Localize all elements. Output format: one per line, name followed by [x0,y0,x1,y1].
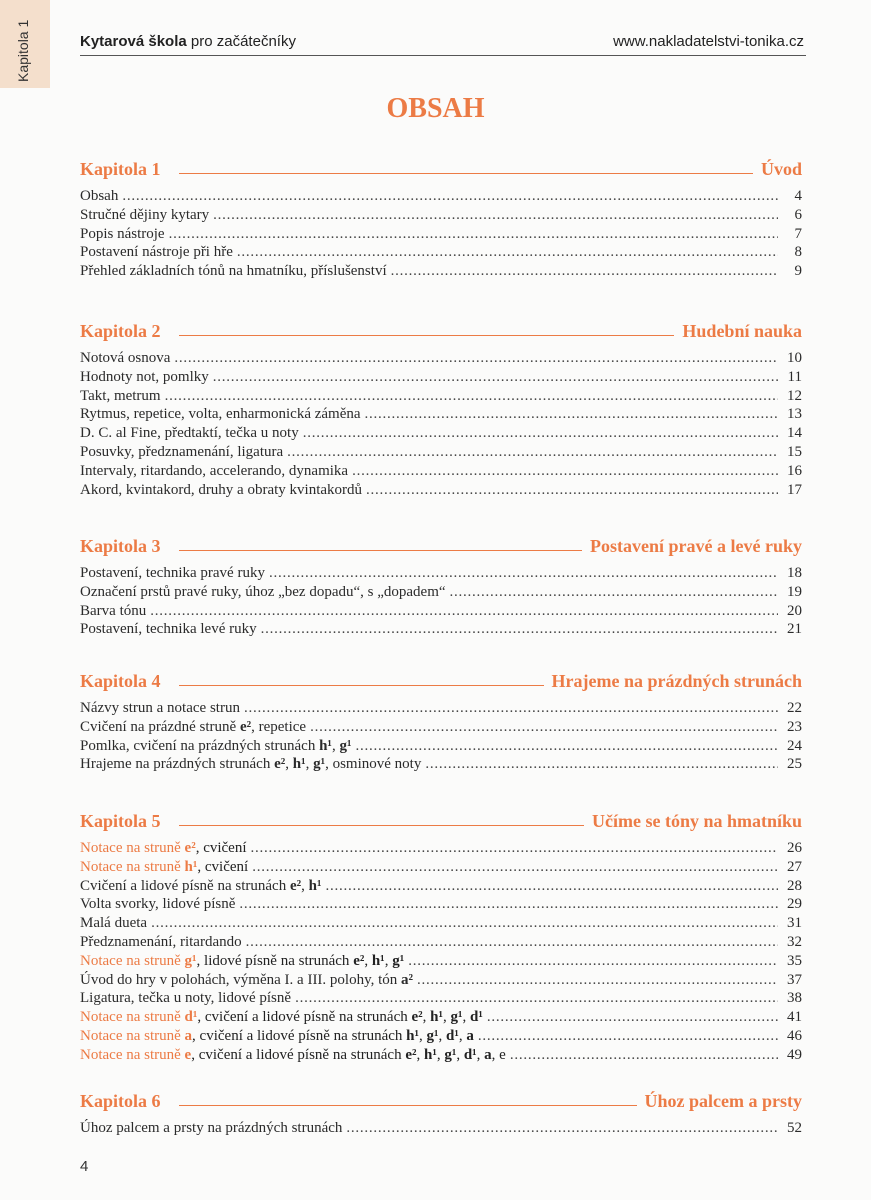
dot-leader [151,914,778,933]
toc-entry-page: 18 [787,565,802,581]
toc-entry[interactable] [80,914,802,933]
chapter-name: Úhoz palcem a prsty [644,1091,802,1111]
toc-entry-title: Notace na struně g¹, lidové písně na strunách e², h¹, g¹ [80,952,405,969]
dot-leader [295,989,778,1008]
dot-leader [310,718,778,737]
toc-entry[interactable] [80,349,802,368]
toc-entry-title: Notace na struně d¹, cvičení a lidové písně na strunách e², h¹, g¹, d¹ [80,1009,483,1026]
chapter-entries [80,699,802,774]
chapter-2 [80,315,802,499]
toc-entry[interactable] [80,1119,802,1138]
toc-entry-page: 26 [787,840,802,856]
page-header [80,33,806,56]
toc-entry[interactable] [80,462,802,481]
dot-leader [246,933,778,952]
chapter-1 [80,153,802,281]
chapter-3 [80,530,802,639]
toc-entry-page: 11 [787,368,802,385]
toc-entry-page: 23 [787,718,802,735]
chapter-label: Kapitola 1 [80,159,161,179]
toc-entry[interactable] [80,620,802,639]
toc-entry-title: Hrajeme na prázdných strunách e², h¹, g¹, osminové noty [80,756,422,773]
toc-entry-title: Úhoz palcem a prsty na prázdných strunách [80,1120,343,1136]
chapter-entries [80,349,802,499]
chapter-label: Kapitola 3 [80,536,161,556]
dot-leader [213,206,778,225]
chapter-name: Učíme se tóny na hmatníku [591,811,802,831]
toc-entry-page: 35 [787,952,802,969]
toc-entry-title: Ligatura, tečka u noty, lidové písně [80,990,292,1007]
toc-entry[interactable] [80,1046,802,1065]
chapter-entries [80,187,802,281]
toc-entry-page: 52 [787,1120,802,1136]
toc-entry[interactable] [80,718,802,737]
chapter-rule [179,825,584,826]
toc-entry-page: 12 [787,387,802,404]
toc-entry[interactable] [80,368,802,387]
chapter-heading [80,315,802,341]
chapter-heading [80,805,802,831]
toc-entry-title: Notace na struně e, cvičení a lidové písně na strunách e², h¹, g¹, d¹, a, e [80,1046,506,1063]
header-url: www.nakladatelstvi-tonika.cz [613,33,804,50]
toc-entry-page: 22 [787,700,802,716]
toc-entry[interactable] [80,839,802,858]
toc-entry[interactable] [80,858,802,877]
dot-leader [366,481,778,500]
toc-entry-title: Malá dueta [80,915,148,932]
page-number: 4 [80,1158,89,1175]
toc-entry[interactable] [80,1008,802,1027]
dot-leader [450,583,778,602]
toc-entry-page: 31 [787,915,802,932]
dot-leader [346,1119,778,1138]
chapter-name: Hrajeme na prázdných strunách [551,671,802,691]
chapter-4 [80,665,802,774]
toc-entry-page: 19 [787,583,802,600]
toc-entry[interactable] [80,424,802,443]
dot-leader [287,443,778,462]
toc-entry-title: Předznamenání, ritardando [80,933,242,950]
toc-entry-page: 37 [787,971,802,988]
header-title-rest: pro začátečníky [186,33,296,50]
toc-entry-page: 6 [794,206,802,223]
dot-leader [510,1046,778,1065]
toc-entry-title: Obsah [80,188,119,204]
toc-entry-page: 4 [794,188,802,204]
chapter-entries [80,564,802,639]
toc-entry[interactable] [80,1027,802,1046]
toc-entry-title: Úvod do hry v polohách, výměna I. a III. polohy, tón a² [80,971,414,988]
toc-entry[interactable] [80,895,802,914]
dot-leader [239,895,778,914]
toc-entry-title: Stručné dějiny kytary [80,206,210,223]
toc-entry-page: 7 [794,225,802,242]
toc-entry[interactable] [80,877,802,896]
chapter-side-tab [0,0,50,88]
toc-entry-page: 14 [787,425,802,442]
toc-entry-page: 24 [787,737,802,754]
dot-leader [251,839,778,858]
toc-entry-title: D. C. al Fine, předtaktí, tečka u noty [80,425,299,442]
dot-leader [355,737,778,756]
toc-entry-title: Akord, kvintakord, druhy a obraty kvintakordů [80,481,363,498]
toc-entry[interactable] [80,755,802,774]
toc-entry-title: Postavení, technika pravé ruky [80,565,265,581]
dot-leader [487,1008,778,1027]
toc-entry-page: 8 [794,244,802,261]
chapter-rule [179,550,583,551]
toc-entry-title: Označení prstů pravé ruky, úhoz „bez dopadu“, s „dopadem“ [80,583,446,600]
toc-entry[interactable] [80,387,802,406]
toc-entry-title: Přehled základních tónů na hmatníku, příslušenství [80,263,387,280]
chapter-name: Hudební nauka [682,321,802,341]
toc-entry-title: Cvičení a lidové písně na strunách e², h¹ [80,877,322,894]
chapter-rule [179,685,544,686]
toc-entry[interactable] [80,602,802,621]
toc-entry[interactable] [80,243,802,262]
toc-entry-page: 20 [787,602,802,619]
toc-entry[interactable] [80,583,802,602]
dot-leader [417,971,778,990]
dot-leader [252,858,778,877]
dot-leader [261,620,778,639]
dot-leader [150,602,778,621]
dot-leader [408,952,778,971]
toc-entry-title: Názvy strun a notace strun [80,700,240,716]
toc-entry-title: Volta svorky, lidové písně [80,896,236,913]
dot-leader [425,755,778,774]
toc-entry-title: Takt, metrum [80,387,161,404]
chapter-entries [80,1119,802,1138]
dot-leader [269,564,778,583]
chapter-rule [179,335,675,336]
header-book-title [80,33,296,50]
dot-leader [303,424,778,443]
toc-entry-page: 25 [787,756,802,773]
dot-leader [325,877,778,896]
toc-entry-page: 28 [787,877,802,894]
toc-entry-title: Posuvky, předznamenání, ligatura [80,443,284,460]
chapter-entries [80,839,802,1065]
dot-leader [165,387,778,406]
toc-entry[interactable] [80,933,802,952]
toc-entry[interactable] [80,699,802,718]
toc-entry-title: Intervaly, ritardando, accelerando, dynamika [80,462,349,479]
side-tab-label: Kapitola 1 [15,19,31,82]
dot-leader [237,243,778,262]
toc-entry-page: 32 [787,933,802,950]
toc-entry[interactable] [80,225,802,244]
toc-entry-page: 15 [787,443,802,460]
dot-leader [213,368,778,387]
toc-entry[interactable] [80,206,802,225]
toc-entry[interactable] [80,443,802,462]
toc-entry[interactable] [80,971,802,990]
toc-entry-page: 38 [787,990,802,1007]
chapter-6 [80,1085,802,1138]
chapter-heading [80,153,802,179]
toc-entry-title: Rytmus, repetice, volta, enharmonická záměna [80,406,361,423]
toc-entry-title: Hodnoty not, pomlky [80,368,209,385]
toc-entry-title: Popis nástroje [80,225,165,242]
toc-entry-page: 10 [787,350,802,366]
toc-entry-title: Barva tónu [80,602,147,619]
chapter-heading [80,665,802,691]
header-title-bold: Kytarová škola [80,33,187,50]
chapter-label: Kapitola 2 [80,321,161,341]
dot-leader [391,262,778,281]
chapter-label: Kapitola 4 [80,671,161,691]
toc-entry[interactable] [80,989,802,1008]
toc-entry-title: Notace na struně e², cvičení [80,840,247,856]
toc-entry[interactable] [80,187,802,206]
toc-entry-page: 16 [787,462,802,479]
toc-entry-page: 49 [787,1046,802,1063]
toc-entry-title: Notová osnova [80,350,171,366]
dot-leader [365,405,778,424]
toc-entry-page: 27 [787,858,802,875]
chapter-rule [179,1105,637,1106]
dot-leader [244,699,778,718]
chapter-rule [179,173,753,174]
dot-leader [174,349,778,368]
chapter-label: Kapitola 6 [80,1091,161,1111]
toc-entry[interactable] [80,481,802,500]
dot-leader [169,225,778,244]
chapter-heading [80,530,802,556]
chapter-name: Postavení pravé a levé ruky [590,536,802,556]
chapter-5 [80,805,802,1065]
toc-entry-title: Notace na struně a, cvičení a lidové písně na strunách h¹, g¹, d¹, a [80,1027,474,1044]
chapter-name: Úvod [760,159,802,179]
dot-leader [122,187,778,206]
dot-leader [478,1027,778,1046]
dot-leader [352,462,778,481]
chapter-heading [80,1085,802,1111]
toc-entry-title: Postavení, technika levé ruky [80,621,257,638]
toc-entry[interactable] [80,564,802,583]
toc-entry-page: 13 [787,406,802,423]
toc-entry-title: Notace na struně h¹, cvičení [80,858,249,875]
toc-entry-page: 17 [787,481,802,498]
toc-entry[interactable] [80,405,802,424]
toc-entry-title: Cvičení na prázdné struně e², repetice [80,718,307,735]
toc-entry[interactable] [80,952,802,971]
toc-entry-page: 41 [787,1009,802,1026]
toc-entry-page: 29 [787,896,802,913]
toc-entry-page: 46 [787,1027,802,1044]
chapter-label: Kapitola 5 [80,811,161,831]
toc-entry[interactable] [80,262,802,281]
toc-entry-title: Pomlka, cvičení na prázdných strunách h¹, g¹ [80,737,352,754]
toc-entry-title: Postavení nástroje při hře [80,244,233,261]
toc-entry[interactable] [80,737,802,756]
page-title: OBSAH [386,93,485,124]
toc-entry-page: 9 [794,263,802,280]
toc-entry-page: 21 [787,621,802,638]
